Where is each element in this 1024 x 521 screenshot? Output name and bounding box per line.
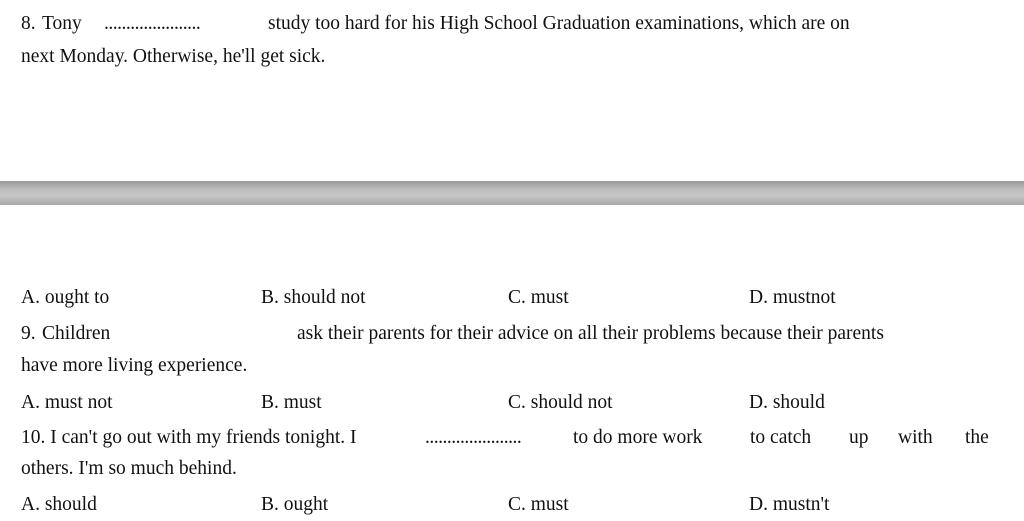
option-d: D. mustnot — [749, 287, 836, 308]
option-c: C. must — [508, 494, 569, 515]
question-subject: Tony — [42, 13, 82, 34]
question-text: ask their parents for their advice on all their problems because their parents — [297, 323, 884, 344]
question-text: study too hard for his High School Graduation examinations, which are on — [268, 13, 850, 34]
option-c: C. should not — [508, 392, 613, 413]
blank-dots: ...................... — [425, 427, 522, 448]
question-text: 10. I can't go out with my friends tonight. I — [21, 427, 357, 448]
option-a: A. ought to — [21, 287, 110, 308]
page-gap-divider — [0, 181, 1024, 205]
question-number: 8. — [21, 13, 36, 34]
question-text-line2: others. I'm so much behind. — [21, 458, 237, 479]
question-text-part: the — [965, 427, 989, 448]
question-text-part: to catch — [750, 427, 812, 448]
option-c: C. must — [508, 287, 569, 308]
option-d: D. should — [749, 392, 825, 413]
question-text-part: to do more work — [573, 427, 703, 448]
option-d: D. mustn't — [749, 494, 830, 515]
question-number: 9. — [21, 323, 36, 344]
question-text-part: with — [898, 427, 933, 448]
option-a: A. should — [21, 494, 97, 515]
question-text-line2: next Monday. Otherwise, he'll get sick. — [21, 46, 326, 67]
option-b: B. ought — [261, 494, 329, 515]
question-subject: Children — [42, 323, 111, 344]
question-text-part: up — [849, 427, 869, 448]
option-b: B. must — [261, 392, 322, 413]
option-a: A. must not — [21, 392, 113, 413]
question-text-line2: have more living experience. — [21, 355, 248, 376]
blank-dots: ...................... — [104, 13, 201, 34]
option-b: B. should not — [261, 287, 366, 308]
